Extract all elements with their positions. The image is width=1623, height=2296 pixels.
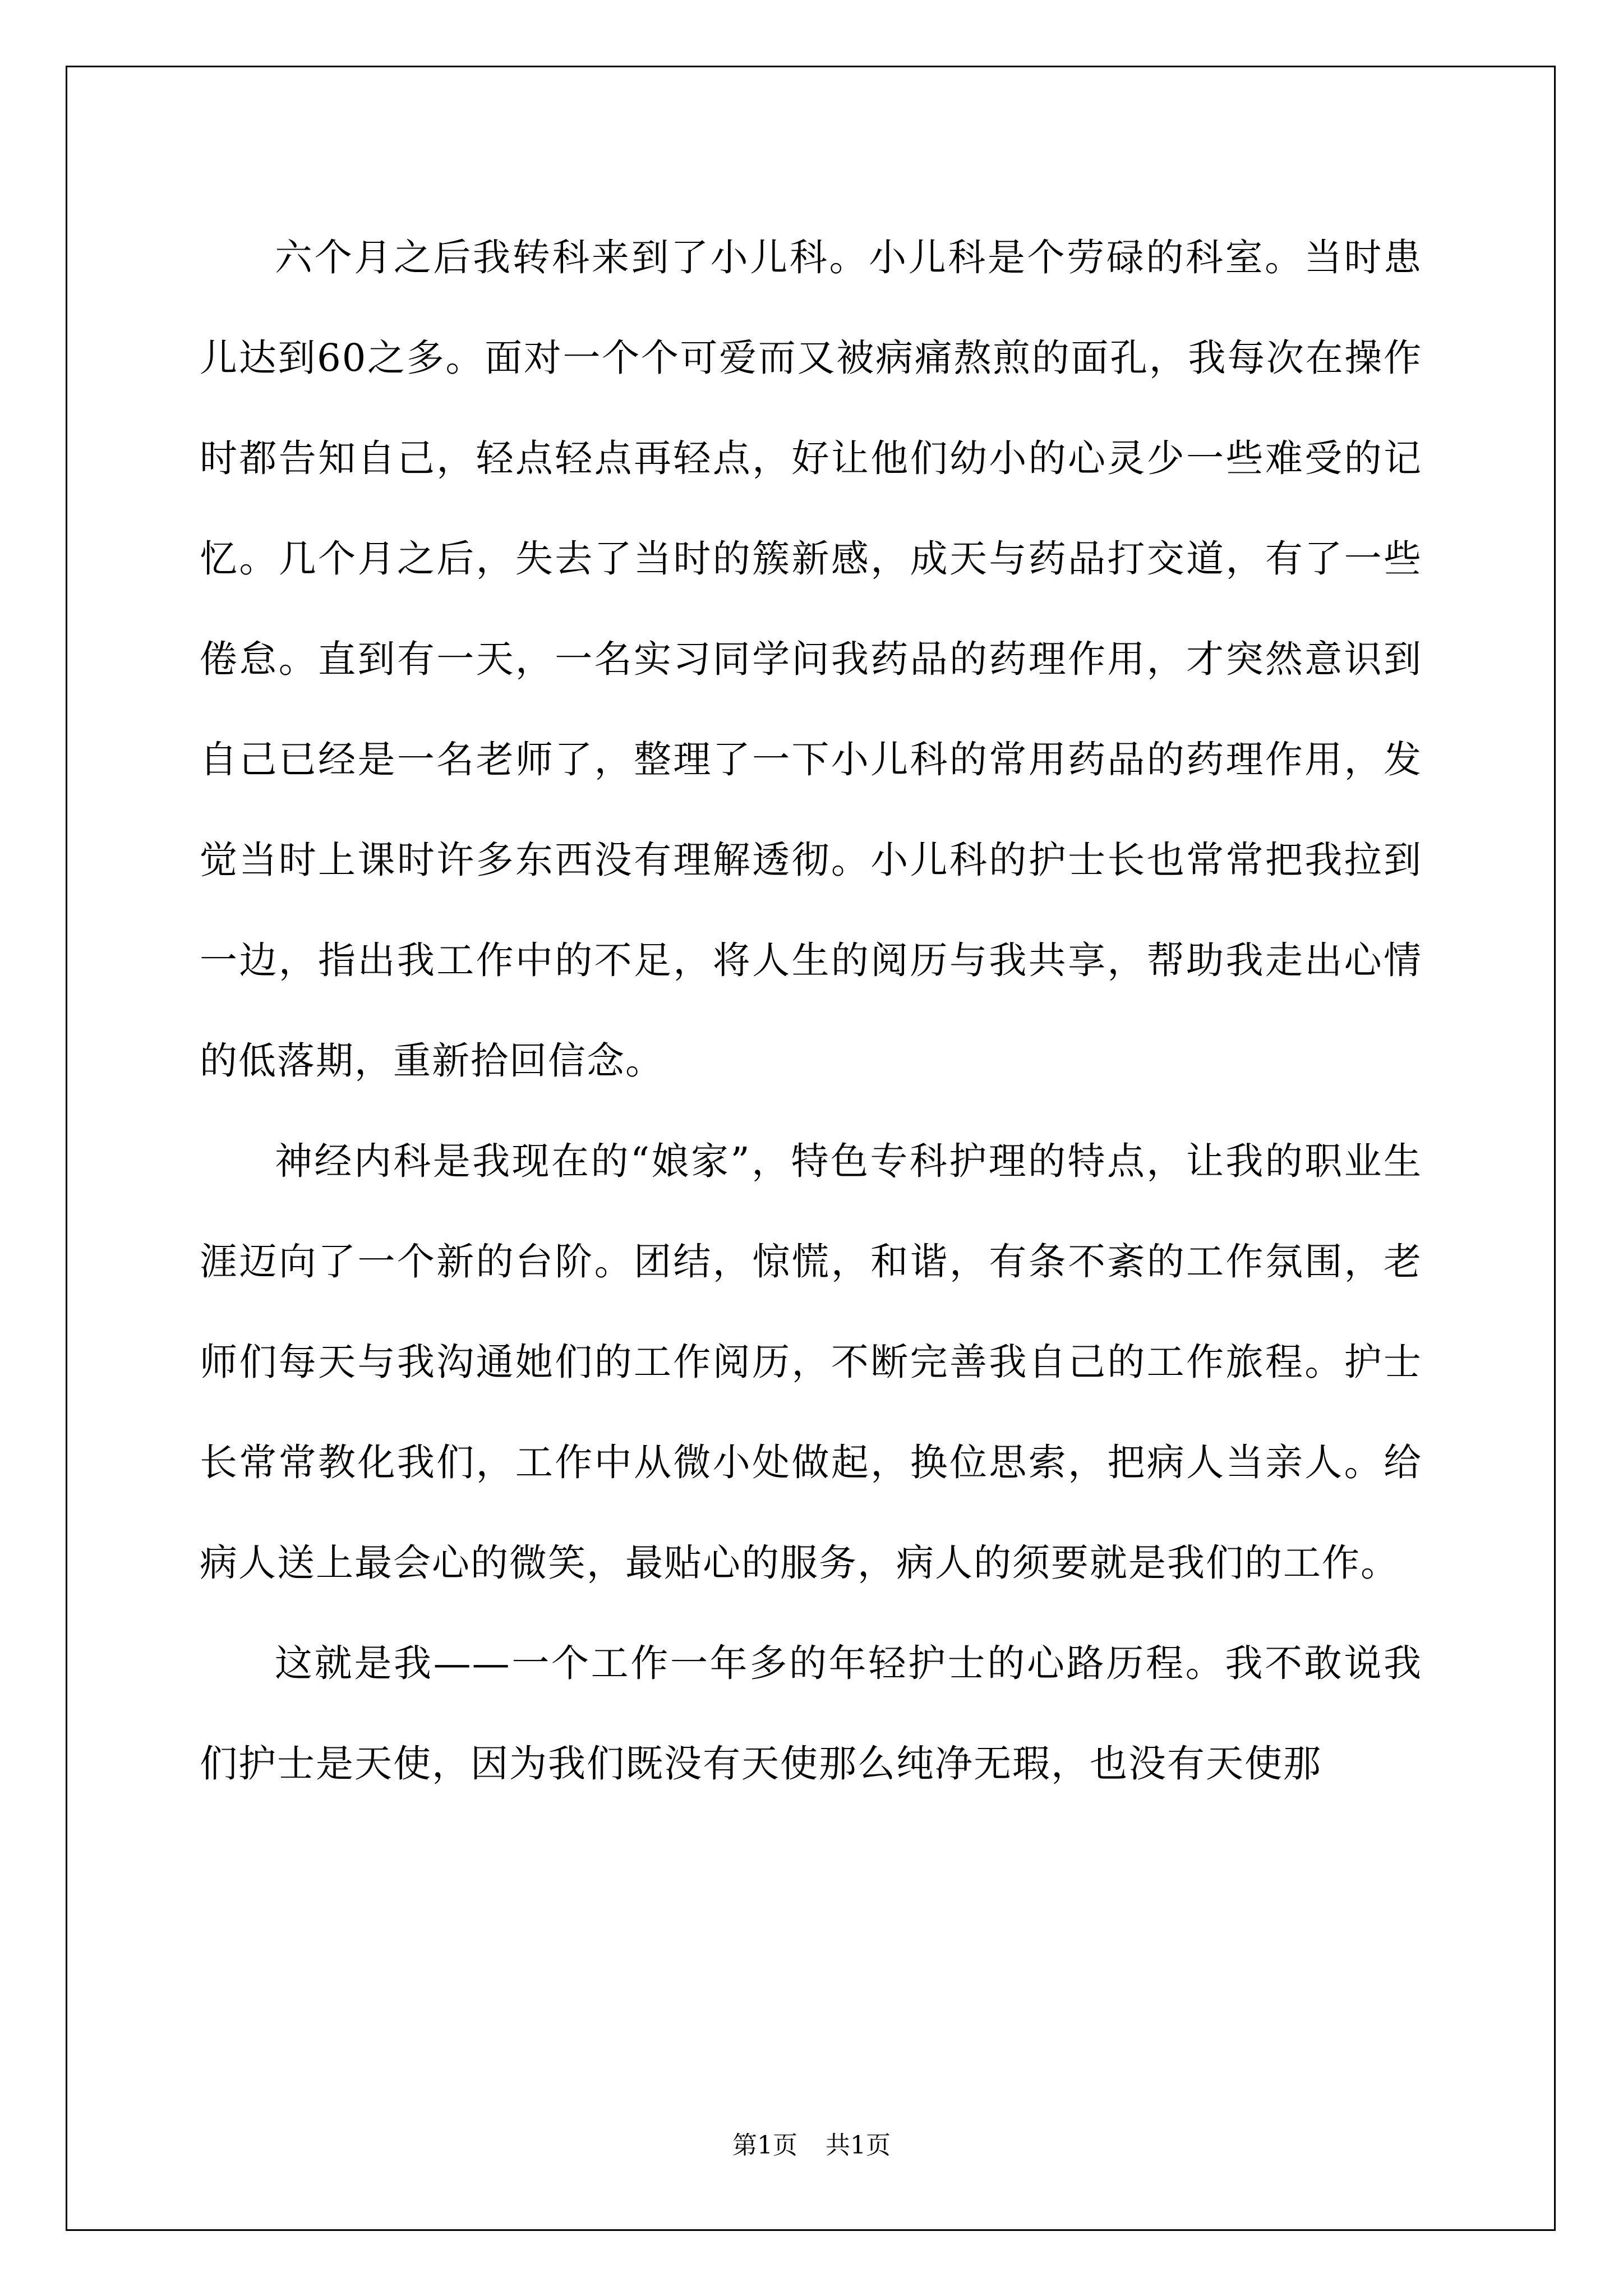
paragraph: 神经内科是我现在的“娘家”，特色专科护理的特点，让我的职业生涯迈向了一个新的台阶。团结，惊慌，和谐，有条不紊的工作氛围，老师们每天与我沟通她们的工作阅历，不断完善我自己的工作旅程。护士长常常教化我们，工作中从微小处做起，换位思索，把病人当亲人。给病人送上最会心的微笑，最贴心的服务，病人的须要就是我们的工作。 <box>200 1139 1422 1585</box>
page-footer <box>0 2129 1623 2162</box>
paragraph: 这就是我——一个工作一年多的年轻护士的心路历程。我不敢说我们护士是天使，因为我们既没有天使那么纯净无瑕，也没有天使那 <box>200 1641 1422 1786</box>
paragraph: 六个月之后我转科来到了小儿科。小儿科是个劳碌的科室。当时患儿达到60之多。面对一个个可爱而又被病痛熬煎的面孔，我每次在操作时都告知自己，轻点轻点再轻点，好让他们幼小的心灵少一些难受的记忆。几个月之后，失去了当时的簇新感，成天与药品打交道，有了一些倦怠。直到有一天，一名实习同学问我药品的药理作用，才突然意识到自己已经是一名老师了，整理了一下小儿科的常用药品的药理作用，发觉当时上课时许多东西没有理解透彻。小儿科的护士长也常常把我拉到一边，指出我工作中的不足，将人生的阅历与我共享，帮助我走出心情的低落期，重新拾回信念。 <box>200 236 1422 1083</box>
document-body <box>200 208 1422 1814</box>
total-pages-label: 共1页 <box>826 2131 891 2160</box>
current-page-label: 第1页 <box>732 2131 797 2160</box>
